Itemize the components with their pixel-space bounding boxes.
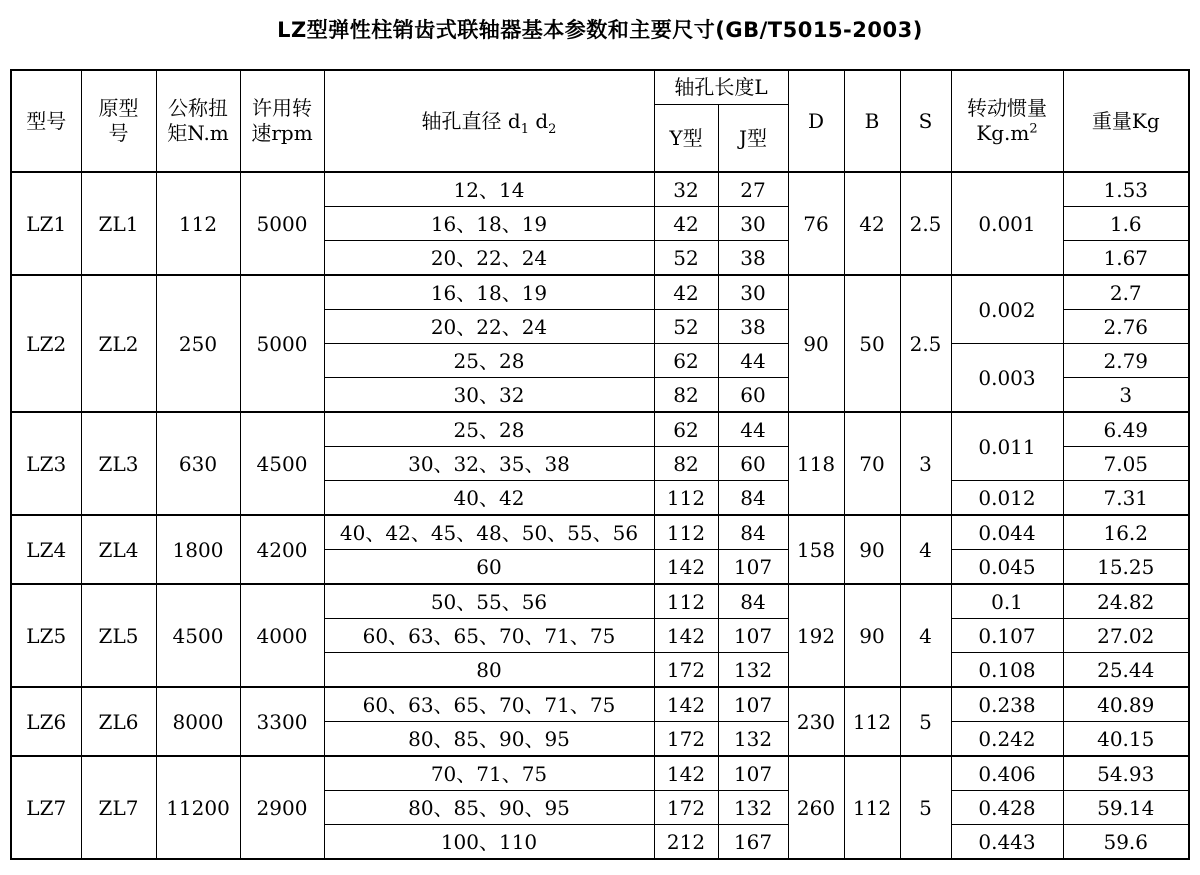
header-bore-d2: d: [529, 108, 549, 133]
cell-weight: 15.25: [1063, 550, 1189, 585]
cell-weight: 1.6: [1063, 207, 1189, 241]
cell-orig-model: ZL5: [81, 584, 156, 687]
cell-orig-model: ZL1: [81, 172, 156, 275]
cell-torque: 250: [156, 275, 240, 412]
cell-bore-diameter: 60、63、65、70、71、75: [324, 687, 654, 722]
cell-model: LZ4: [11, 515, 81, 584]
cell-bore-diameter: 100、110: [324, 825, 654, 860]
cell-y-length: 112: [654, 584, 718, 619]
cell-inertia: 0.107: [951, 619, 1063, 653]
cell-j-length: 27: [718, 172, 788, 207]
cell-S: 4: [900, 584, 951, 687]
cell-weight: 6.49: [1063, 412, 1189, 447]
cell-B: 112: [844, 687, 900, 756]
header-S: S: [900, 70, 951, 172]
spec-table: [10, 69, 1190, 860]
cell-speed: 4200: [240, 515, 324, 584]
header-bore-diameter: [324, 70, 654, 172]
cell-j-length: 107: [718, 550, 788, 585]
table-row: [11, 515, 1189, 550]
cell-j-length: 132: [718, 722, 788, 757]
cell-speed: 5000: [240, 172, 324, 275]
cell-bore-diameter: 30、32、35、38: [324, 447, 654, 481]
header-D: D: [788, 70, 844, 172]
cell-orig-model: ZL2: [81, 275, 156, 412]
cell-bore-diameter: 80: [324, 653, 654, 688]
cell-orig-model: ZL3: [81, 412, 156, 515]
header-torque-line1: 公称扭: [168, 96, 228, 120]
cell-weight: 2.79: [1063, 344, 1189, 378]
table-row: [11, 584, 1189, 619]
cell-torque: 4500: [156, 584, 240, 687]
header-weight: 重量Kg: [1063, 70, 1189, 172]
spec-body: [11, 172, 1189, 859]
cell-torque: 8000: [156, 687, 240, 756]
header-bore-sub2: 2: [548, 121, 557, 137]
cell-orig-model: ZL6: [81, 687, 156, 756]
cell-inertia: 0.044: [951, 515, 1063, 550]
header-bore-length: 轴孔长度L: [654, 70, 788, 105]
cell-y-length: 82: [654, 447, 718, 481]
cell-weight: 40.89: [1063, 687, 1189, 722]
cell-inertia: 0.002: [951, 275, 1063, 344]
cell-D: 260: [788, 756, 844, 859]
header-inertia-sup: 2: [1029, 121, 1038, 137]
cell-D: 158: [788, 515, 844, 584]
cell-weight: 40.15: [1063, 722, 1189, 757]
cell-bore-diameter: 80、85、90、95: [324, 791, 654, 825]
cell-D: 76: [788, 172, 844, 275]
cell-speed: 5000: [240, 275, 324, 412]
cell-bore-diameter: 60、63、65、70、71、75: [324, 619, 654, 653]
cell-torque: 11200: [156, 756, 240, 859]
cell-weight: 27.02: [1063, 619, 1189, 653]
cell-j-length: 30: [718, 275, 788, 310]
header-speed-line1: 许用转: [252, 96, 312, 120]
cell-D: 192: [788, 584, 844, 687]
cell-weight: 54.93: [1063, 756, 1189, 791]
cell-bore-diameter: 30、32: [324, 378, 654, 413]
cell-speed: 2900: [240, 756, 324, 859]
cell-y-length: 212: [654, 825, 718, 860]
cell-weight: 25.44: [1063, 653, 1189, 688]
cell-inertia: 0.001: [951, 172, 1063, 275]
header-orig-model-line1: 原型: [98, 96, 139, 120]
cell-y-length: 42: [654, 207, 718, 241]
cell-model: LZ1: [11, 172, 81, 275]
cell-bore-diameter: 25、28: [324, 412, 654, 447]
cell-weight: 1.53: [1063, 172, 1189, 207]
cell-orig-model: ZL4: [81, 515, 156, 584]
cell-S: 5: [900, 756, 951, 859]
cell-j-length: 60: [718, 378, 788, 413]
header-y-type: Y型: [654, 105, 718, 173]
cell-j-length: 107: [718, 619, 788, 653]
cell-inertia: 0.045: [951, 550, 1063, 585]
cell-inertia: 0.012: [951, 481, 1063, 516]
header-inertia: [951, 70, 1063, 172]
table-row: [11, 172, 1189, 207]
cell-inertia: 0.406: [951, 756, 1063, 791]
cell-model: LZ2: [11, 275, 81, 412]
cell-bore-diameter: 12、14: [324, 172, 654, 207]
cell-y-length: 142: [654, 619, 718, 653]
cell-inertia: 0.443: [951, 825, 1063, 860]
cell-j-length: 132: [718, 791, 788, 825]
cell-bore-diameter: 16、18、19: [324, 275, 654, 310]
cell-j-length: 167: [718, 825, 788, 860]
header-B: B: [844, 70, 900, 172]
header-orig-model: [81, 70, 156, 172]
cell-y-length: 112: [654, 515, 718, 550]
cell-weight: 2.7: [1063, 275, 1189, 310]
cell-j-length: 38: [718, 310, 788, 344]
header-torque: [156, 70, 240, 172]
cell-j-length: 44: [718, 412, 788, 447]
cell-j-length: 107: [718, 687, 788, 722]
cell-bore-diameter: 40、42: [324, 481, 654, 516]
cell-inertia: 0.003: [951, 344, 1063, 413]
cell-B: 50: [844, 275, 900, 412]
header-bore-sub1: 1: [520, 121, 529, 137]
cell-speed: 4000: [240, 584, 324, 687]
cell-S: 4: [900, 515, 951, 584]
cell-j-length: 38: [718, 241, 788, 276]
cell-y-length: 62: [654, 344, 718, 378]
cell-speed: 4500: [240, 412, 324, 515]
cell-S: 3: [900, 412, 951, 515]
cell-bore-diameter: 40、42、45、48、50、55、56: [324, 515, 654, 550]
cell-bore-diameter: 20、22、24: [324, 241, 654, 276]
cell-torque: 630: [156, 412, 240, 515]
cell-D: 230: [788, 687, 844, 756]
cell-y-length: 32: [654, 172, 718, 207]
cell-bore-diameter: 60: [324, 550, 654, 585]
cell-model: LZ3: [11, 412, 81, 515]
cell-B: 42: [844, 172, 900, 275]
cell-model: LZ7: [11, 756, 81, 859]
cell-orig-model: ZL7: [81, 756, 156, 859]
cell-y-length: 62: [654, 412, 718, 447]
cell-j-length: 84: [718, 481, 788, 516]
header-orig-model-line2: 号: [108, 121, 129, 145]
cell-weight: 59.6: [1063, 825, 1189, 860]
cell-B: 90: [844, 584, 900, 687]
cell-j-length: 44: [718, 344, 788, 378]
cell-weight: 3: [1063, 378, 1189, 413]
cell-y-length: 142: [654, 550, 718, 585]
cell-D: 90: [788, 275, 844, 412]
cell-j-length: 84: [718, 584, 788, 619]
cell-inertia: 0.108: [951, 653, 1063, 688]
cell-j-length: 107: [718, 756, 788, 791]
cell-D: 118: [788, 412, 844, 515]
cell-j-length: 60: [718, 447, 788, 481]
cell-weight: 1.67: [1063, 241, 1189, 276]
cell-j-length: 30: [718, 207, 788, 241]
cell-y-length: 172: [654, 722, 718, 757]
cell-y-length: 172: [654, 791, 718, 825]
cell-weight: 59.14: [1063, 791, 1189, 825]
cell-weight: 7.05: [1063, 447, 1189, 481]
header-bore-diameter-label: 轴孔直径 d: [421, 108, 521, 133]
cell-y-length: 52: [654, 310, 718, 344]
cell-S: 5: [900, 687, 951, 756]
cell-weight: 16.2: [1063, 515, 1189, 550]
table-row: [11, 687, 1189, 722]
header-speed-line2: 速rpm: [251, 121, 313, 145]
cell-bore-diameter: 70、71、75: [324, 756, 654, 791]
header-inertia-line2: Kg.m: [976, 121, 1030, 145]
cell-y-length: 142: [654, 756, 718, 791]
cell-y-length: 142: [654, 687, 718, 722]
cell-torque: 1800: [156, 515, 240, 584]
cell-bore-diameter: 20、22、24: [324, 310, 654, 344]
header-torque-line2: 矩N.m: [167, 121, 229, 145]
cell-B: 90: [844, 515, 900, 584]
cell-bore-diameter: 25、28: [324, 344, 654, 378]
cell-inertia: 0.428: [951, 791, 1063, 825]
cell-S: 2.5: [900, 275, 951, 412]
cell-bore-diameter: 80、85、90、95: [324, 722, 654, 757]
cell-B: 70: [844, 412, 900, 515]
cell-B: 112: [844, 756, 900, 859]
cell-weight: 7.31: [1063, 481, 1189, 516]
header-inertia-line1: 转动惯量: [967, 96, 1047, 120]
header-model: 型号: [11, 70, 81, 172]
table-row: [11, 756, 1189, 791]
cell-model: LZ6: [11, 687, 81, 756]
cell-inertia: 0.1: [951, 584, 1063, 619]
header-row-top: [11, 70, 1189, 105]
cell-j-length: 132: [718, 653, 788, 688]
cell-inertia: 0.011: [951, 412, 1063, 481]
cell-inertia: 0.238: [951, 687, 1063, 722]
page-title: LZ型弹性柱销齿式联轴器基本参数和主要尺寸(GB/T5015-2003): [277, 18, 923, 42]
cell-y-length: 172: [654, 653, 718, 688]
cell-bore-diameter: 50、55、56: [324, 584, 654, 619]
cell-model: LZ5: [11, 584, 81, 687]
cell-S: 2.5: [900, 172, 951, 275]
cell-y-length: 82: [654, 378, 718, 413]
cell-inertia: 0.242: [951, 722, 1063, 757]
cell-y-length: 52: [654, 241, 718, 276]
header-j-type: J型: [718, 105, 788, 173]
cell-j-length: 84: [718, 515, 788, 550]
cell-torque: 112: [156, 172, 240, 275]
cell-weight: 2.76: [1063, 310, 1189, 344]
cell-weight: 24.82: [1063, 584, 1189, 619]
table-row: [11, 412, 1189, 447]
cell-bore-diameter: 16、18、19: [324, 207, 654, 241]
cell-y-length: 112: [654, 481, 718, 516]
header-speed: [240, 70, 324, 172]
table-row: [11, 275, 1189, 310]
cell-speed: 3300: [240, 687, 324, 756]
cell-y-length: 42: [654, 275, 718, 310]
